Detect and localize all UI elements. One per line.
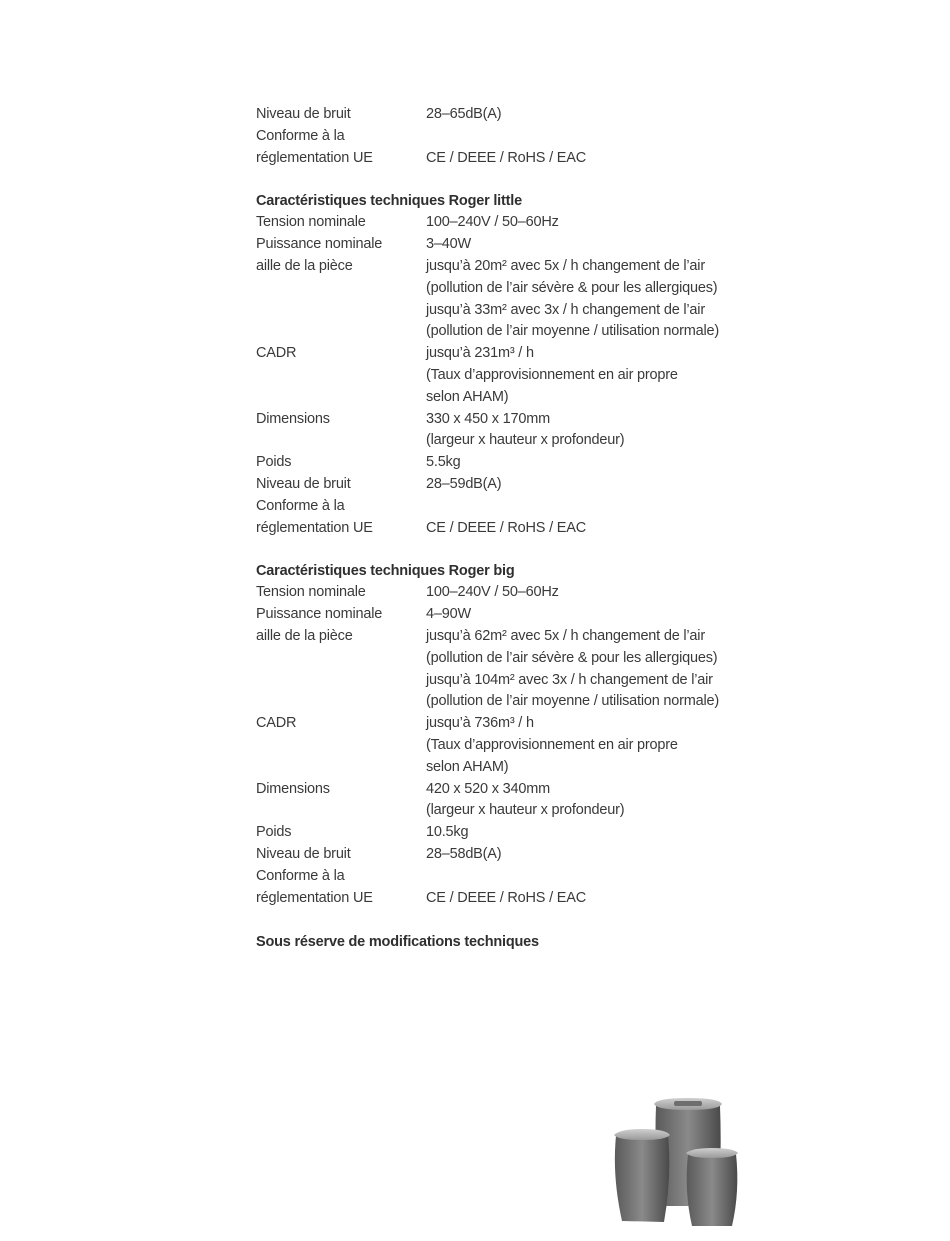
spec-row: [256, 104, 776, 126]
spec-value: jusqu’à 62m² avec 5x / h changement de l’air: [426, 627, 705, 644]
spec-value: selon AHAM): [426, 758, 509, 775]
spec-label: aille de la pièce: [256, 627, 353, 644]
spec-value: (pollution de l’air sévère & pour les allergiques): [426, 279, 718, 296]
spec-row: [256, 452, 776, 474]
spec-row: [256, 518, 776, 540]
spec-row: [256, 234, 776, 256]
spec-value: [426, 866, 776, 888]
spec-value: 4–90W: [426, 606, 471, 623]
spec-table-roger-little: [256, 212, 776, 539]
spec-value: 28–58dB(A): [426, 845, 502, 862]
spec-value: 330 x 450 x 170mm: [426, 410, 550, 427]
spec-label: [256, 278, 426, 300]
spec-label: Conforme à la: [256, 867, 345, 884]
spec-value: jusqu’à 33m² avec 3x / h changement de l’air: [426, 301, 705, 318]
spec-label: Niveau de bruit: [256, 845, 351, 862]
spec-label: [256, 648, 426, 670]
spec-row: [256, 212, 776, 234]
spec-value: jusqu’à 736m³ / h: [426, 715, 534, 732]
spec-value: [426, 126, 776, 148]
spec-label: [256, 365, 426, 387]
spec-value: (pollution de l’air sévère & pour les allergiques): [426, 649, 718, 666]
spec-value: jusqu’à 20m² avec 5x / h changement de l’air: [426, 257, 705, 274]
spec-label: Conforme à la: [256, 127, 345, 144]
spec-value: [426, 496, 776, 518]
spec-row: [256, 300, 776, 322]
spec-row: [256, 256, 776, 278]
spec-value: (Taux d’approvisionnement en air propre: [426, 366, 678, 383]
spec-row: [256, 779, 776, 801]
spec-row: [256, 278, 776, 300]
spec-label: Tension nominale: [256, 214, 366, 231]
spec-value: jusqu’à 104m² avec 3x / h changement de l’air: [426, 671, 713, 688]
spec-row: [256, 365, 776, 387]
spec-label: CADR: [256, 345, 297, 362]
spec-value: 28–65dB(A): [426, 106, 502, 122]
spec-value: 3–40W: [426, 236, 471, 253]
spec-row: [256, 822, 776, 844]
spec-row: [256, 648, 776, 670]
spec-value: 28–59dB(A): [426, 475, 502, 492]
spec-label: Puissance nominale: [256, 236, 383, 253]
spec-label: [256, 735, 426, 757]
spec-table-top: [256, 104, 776, 169]
spec-row: [256, 474, 776, 496]
spec-row: [256, 735, 776, 757]
spec-label: Puissance nominale: [256, 606, 383, 623]
spec-row: [256, 387, 776, 409]
spec-label: Niveau de bruit: [256, 106, 351, 122]
spec-label: Poids: [256, 454, 292, 471]
spec-label: [256, 691, 426, 713]
spec-label: réglementation UE: [256, 519, 373, 536]
spec-row: [256, 866, 776, 888]
spec-row: [256, 713, 776, 735]
spec-row: [256, 321, 776, 343]
spec-label: aille de la pièce: [256, 257, 353, 274]
spec-label: réglementation UE: [256, 889, 373, 906]
spec-label: [256, 800, 426, 822]
spec-label: [256, 387, 426, 409]
spec-value: (largeur x hauteur x profondeur): [426, 432, 625, 449]
spec-table-roger-big: [256, 582, 776, 909]
spec-value: CE / DEEE / RoHS / EAC: [426, 149, 586, 166]
spec-label: CADR: [256, 715, 297, 732]
spec-value: jusqu’à 231m³ / h: [426, 345, 534, 362]
spec-label: [256, 757, 426, 779]
spec-label: Poids: [256, 824, 292, 841]
section-heading-roger-little: Caractéristiques techniques Roger little: [256, 193, 522, 210]
spec-label: [256, 430, 426, 452]
spec-value: (Taux d’approvisionnement en air propre: [426, 736, 678, 753]
spec-row: [256, 757, 776, 779]
spec-label: [256, 300, 426, 322]
spec-row: [256, 496, 776, 518]
spec-label: [256, 321, 426, 343]
spec-value: selon AHAM): [426, 388, 509, 405]
spec-row: [256, 409, 776, 431]
spec-label: Dimensions: [256, 410, 330, 427]
spec-row: [256, 126, 776, 148]
spec-value: 100–240V / 50–60Hz: [426, 214, 559, 231]
air-purifier-group-icon: [610, 1096, 760, 1231]
spec-row: [256, 582, 776, 604]
spec-value: CE / DEEE / RoHS / EAC: [426, 889, 586, 906]
spec-label: réglementation UE: [256, 149, 373, 166]
spec-row: [256, 604, 776, 626]
spec-row: [256, 148, 776, 170]
spec-label: [256, 670, 426, 692]
spec-row: [256, 844, 776, 866]
spec-value: (largeur x hauteur x profondeur): [426, 802, 625, 819]
disclaimer-note: Sous réserve de modifications techniques: [256, 934, 539, 951]
spec-row: [256, 430, 776, 452]
spec-label: Conforme à la: [256, 497, 345, 514]
spec-document: [256, 104, 776, 953]
spec-value: 420 x 520 x 340mm: [426, 780, 550, 797]
spec-row: [256, 343, 776, 365]
spec-label: Dimensions: [256, 780, 330, 797]
spec-row: [256, 670, 776, 692]
spec-value: (pollution de l’air moyenne / utilisation normale): [426, 693, 720, 710]
spec-row: [256, 691, 776, 713]
spec-label: Tension nominale: [256, 584, 366, 601]
spec-label: Niveau de bruit: [256, 475, 351, 492]
spec-value: 5.5kg: [426, 454, 461, 471]
spec-value: CE / DEEE / RoHS / EAC: [426, 519, 586, 536]
spec-value: 100–240V / 50–60Hz: [426, 584, 559, 601]
spec-row: [256, 800, 776, 822]
spec-row: [256, 888, 776, 910]
spec-row: [256, 626, 776, 648]
section-heading-roger-big: Caractéristiques techniques Roger big: [256, 563, 515, 580]
spec-value: (pollution de l’air moyenne / utilisation normale): [426, 323, 720, 340]
spec-value: 10.5kg: [426, 824, 469, 841]
